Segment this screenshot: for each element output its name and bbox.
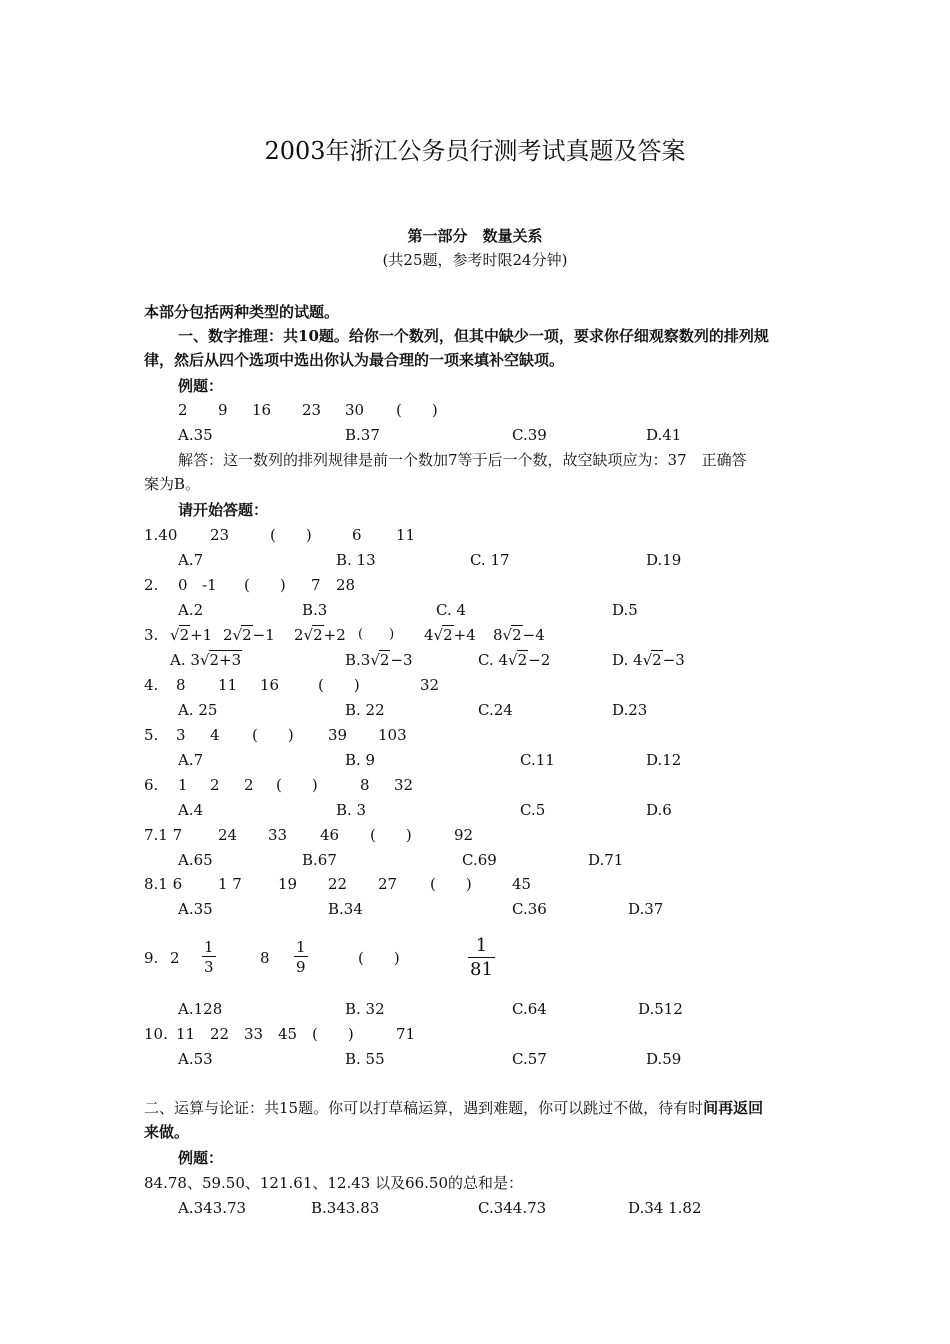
q7-term: 33 [268, 826, 288, 844]
section2-instruction-normal: 二、运算与论证：共15题。你可以打草稿运算，遇到难题，你可以跳过不做，待有时 [144, 1099, 704, 1117]
example-term: 2 [178, 401, 188, 419]
q2-term: 0 [178, 576, 188, 594]
q3-radicand: 2 [179, 626, 190, 644]
q3-term: √2+1 [170, 626, 213, 644]
q3-option-prefix: 4 [633, 651, 643, 669]
q6-option-b: B. 3 [336, 801, 367, 819]
q5-blank: ( ) [252, 726, 294, 744]
q7-option-d: D.71 [588, 851, 624, 869]
q4-term: 32 [420, 676, 440, 694]
q3-option-c: C. 4√2−2 [478, 651, 551, 669]
q3-radicand: 2 [313, 626, 323, 644]
q3-option-prefix: 4 [498, 651, 509, 669]
q6-blank: ( ) [276, 776, 318, 794]
q2-term: 28 [336, 576, 356, 594]
q9-numerator: 1 [468, 935, 495, 958]
section2-instruction-line2: 来做。 [144, 1123, 190, 1141]
q9-fraction [294, 938, 308, 977]
q7-term: 92 [454, 826, 474, 844]
example-label: 例题： [178, 377, 224, 395]
q8-term: 27 [378, 875, 398, 893]
q3-prefix: 2 [294, 626, 304, 644]
q10-term: 11 [176, 1025, 196, 1043]
q3-option-prefix: 3 [360, 651, 371, 669]
q1-term: 6 [352, 526, 362, 544]
q3-suffix: +2 [323, 626, 346, 644]
q5-term: 3 [176, 726, 186, 744]
q2-option-a: A.2 [178, 601, 204, 619]
q3-option-suffix: −3 [390, 651, 413, 669]
q2-option-d: D.5 [612, 601, 638, 619]
q10-term: 45 [278, 1025, 298, 1043]
example-blank: ( ) [396, 401, 438, 419]
part1-subheading: (共25题，参考时限24分钟) [382, 251, 568, 269]
q9-option-c: C.64 [512, 1000, 547, 1018]
example-option-b: B.37 [345, 426, 380, 444]
q9-blank: ( ) [358, 949, 400, 967]
q3-blank: ( ) [358, 627, 395, 642]
q3-radicand: 2 [512, 626, 522, 644]
example-answer-line2: 案为B。 [144, 475, 201, 493]
section2-instruction-line1 [144, 1098, 763, 1118]
q3-term: 2√2+2 [294, 626, 346, 644]
q2-number: 2. [144, 576, 159, 594]
q5-option-c: C.11 [520, 751, 555, 769]
example-option-c: C.39 [512, 426, 547, 444]
q7-option-b: B.67 [302, 851, 337, 869]
q3-term: 2√2−1 [223, 626, 275, 644]
q9-term: 8 [260, 949, 270, 967]
example-term: 16 [252, 401, 272, 419]
q1-option-c: C. 17 [470, 551, 510, 569]
q8-blank: ( ) [430, 875, 472, 893]
q3-option-d: D. 4√2−3 [612, 651, 685, 669]
q7-option-a: A.65 [178, 851, 213, 869]
q8-term: 19 [278, 875, 298, 893]
q10-option-c: C.57 [512, 1050, 547, 1068]
q3-suffix: +1 [190, 626, 213, 644]
q10-term: 22 [210, 1025, 230, 1043]
q3-option-label: C. [478, 651, 494, 669]
q6-term: 8 [360, 776, 370, 794]
q2-option-c: C. 4 [436, 601, 467, 619]
q3-option-label: A. [170, 651, 186, 669]
q4-blank: ( ) [318, 676, 360, 694]
q9-fraction [468, 935, 495, 982]
q4-option-a: A. 25 [178, 701, 218, 719]
q9-fraction [202, 938, 216, 977]
example-option-d: D.41 [646, 426, 682, 444]
q3-radicand: 2 [443, 626, 453, 644]
q9-denominator: 9 [296, 958, 306, 976]
q1-option-a: A.7 [178, 551, 204, 569]
q6-number: 6. [144, 776, 159, 794]
q5-option-b: B. 9 [345, 751, 376, 769]
q4-term: 8 [176, 676, 186, 694]
q9-denominator: 81 [470, 959, 493, 980]
q5-term: 39 [328, 726, 348, 744]
q3-term: 4√2+4 [424, 626, 476, 644]
q1-blank: ( ) [270, 526, 312, 544]
q3-option-b: B.3√2−3 [345, 651, 413, 669]
q6-option-d: D.6 [646, 801, 672, 819]
part1-heading: 第一部分 数量关系 [407, 227, 543, 245]
document-title: 2003年浙江公务员行测考试真题及答案 [264, 137, 686, 165]
section2-option-b: B.343.83 [311, 1199, 380, 1217]
q9-option-b: B. 32 [345, 1000, 385, 1018]
q4-term: 16 [260, 676, 280, 694]
q9-number: 9. [144, 949, 159, 967]
q6-term: 1 [178, 776, 188, 794]
q3-suffix: −1 [252, 626, 275, 644]
section1-instruction-line1: 一、数字推理：共10题。给你一个数列，但其中缺少一项，要求你仔细观察数列的排列规 [178, 327, 769, 345]
q2-blank: ( ) [244, 576, 286, 594]
q7-blank: ( ) [370, 826, 412, 844]
q6-option-a: A.4 [178, 801, 204, 819]
q5-option-d: D.12 [646, 751, 682, 769]
example-term: 23 [302, 401, 322, 419]
example-option-a: A.35 [178, 426, 213, 444]
section2-option-a: A.343.73 [178, 1199, 247, 1217]
q3-prefix: 8 [493, 626, 503, 644]
section2-example-text: 84.78、59.50、121.61、12.43 以及66.50的总和是： [144, 1174, 524, 1192]
start-label: 请开始答题： [178, 501, 269, 519]
q3-prefix: 2 [223, 626, 233, 644]
q4-term: 11 [218, 676, 238, 694]
q10-option-d: D.59 [646, 1050, 682, 1068]
q3-radicand: 2 [242, 626, 252, 644]
q10-option-b: B. 55 [345, 1050, 385, 1068]
q7-option-c: C.69 [462, 851, 497, 869]
q1-option-b: B. 13 [336, 551, 376, 569]
q1-term: 1.40 [144, 526, 178, 544]
q3-option-suffix: −3 [662, 651, 685, 669]
example-answer-line1: 解答：这一数列的排列规律是前一个数加7等于后一个数，故空缺项应为：37 正确答 [178, 451, 747, 469]
q4-option-c: C.24 [478, 701, 513, 719]
section2-instruction-bold: 间再返回 [703, 1099, 764, 1117]
q3-option-radicand: 2 [379, 651, 390, 669]
q7-term: 46 [320, 826, 340, 844]
q9-denominator: 3 [204, 958, 214, 976]
q8-option-a: A.35 [178, 900, 213, 918]
q8-option-b: B.34 [328, 900, 363, 918]
q3-option-label: B. [345, 651, 361, 669]
q5-term: 103 [378, 726, 407, 744]
q10-term: 33 [244, 1025, 264, 1043]
q7-term: 7.1 7 [144, 826, 183, 844]
q4-number: 4. [144, 676, 159, 694]
q6-term: 2 [210, 776, 220, 794]
q6-term: 2 [244, 776, 254, 794]
q10-term: 71 [396, 1025, 416, 1043]
q3-suffix: −4 [522, 626, 545, 644]
q5-option-a: A.7 [178, 751, 204, 769]
q9-numerator: 1 [204, 938, 214, 956]
q6-option-c: C.5 [520, 801, 546, 819]
q4-option-b: B. 22 [345, 701, 385, 719]
part1-intro: 本部分包括两种类型的试题。 [144, 303, 340, 321]
q9-option-d: D.512 [638, 1000, 683, 1018]
q3-prefix: 4 [424, 626, 434, 644]
q8-term: 45 [512, 875, 532, 893]
q10-number: 10. [144, 1025, 168, 1043]
q3-option-radicand: 2+3 [209, 651, 242, 669]
q3-option-suffix: −2 [528, 651, 551, 669]
q3-option-radicand: 2 [517, 651, 528, 669]
q2-term: -1 [202, 576, 217, 594]
q1-term: 11 [396, 526, 416, 544]
q2-option-b: B.3 [302, 601, 328, 619]
q1-term: 23 [210, 526, 230, 544]
example-term: 30 [345, 401, 365, 419]
section1-instruction-line2: 律，然后从四个选项中选出你认为最合理的一项来填补空缺项。 [144, 351, 565, 369]
q9-term: 2 [170, 949, 180, 967]
q6-term: 32 [394, 776, 414, 794]
q2-term: 7 [311, 576, 321, 594]
q3-option-radicand: 2 [652, 651, 662, 669]
section2-option-c: C.344.73 [478, 1199, 547, 1217]
section2-example-label: 例题： [178, 1149, 224, 1167]
q8-option-c: C.36 [512, 900, 547, 918]
q9-numerator: 1 [296, 938, 306, 956]
q3-option-label: D. [612, 651, 629, 669]
q3-suffix: +4 [453, 626, 476, 644]
q3-number: 3. [144, 626, 159, 644]
q9-option-a: A.128 [178, 1000, 223, 1018]
section2-option-d: D.34 1.82 [628, 1199, 702, 1217]
q4-option-d: D.23 [612, 701, 648, 719]
q10-blank: ( ) [312, 1025, 354, 1043]
q8-option-d: D.37 [628, 900, 664, 918]
q5-number: 5. [144, 726, 159, 744]
q8-term: 1 7 [218, 875, 242, 893]
q8-term: 8.1 6 [144, 875, 183, 893]
q10-option-a: A.53 [178, 1050, 213, 1068]
q3-option-a: A. 3√2+3 [170, 651, 242, 669]
q8-term: 22 [328, 875, 348, 893]
q5-term: 4 [210, 726, 220, 744]
q3-term: 8√2−4 [493, 626, 545, 644]
q3-option-prefix: 3 [190, 651, 200, 669]
example-term: 9 [218, 401, 228, 419]
q7-term: 24 [218, 826, 238, 844]
q1-option-d: D.19 [646, 551, 682, 569]
